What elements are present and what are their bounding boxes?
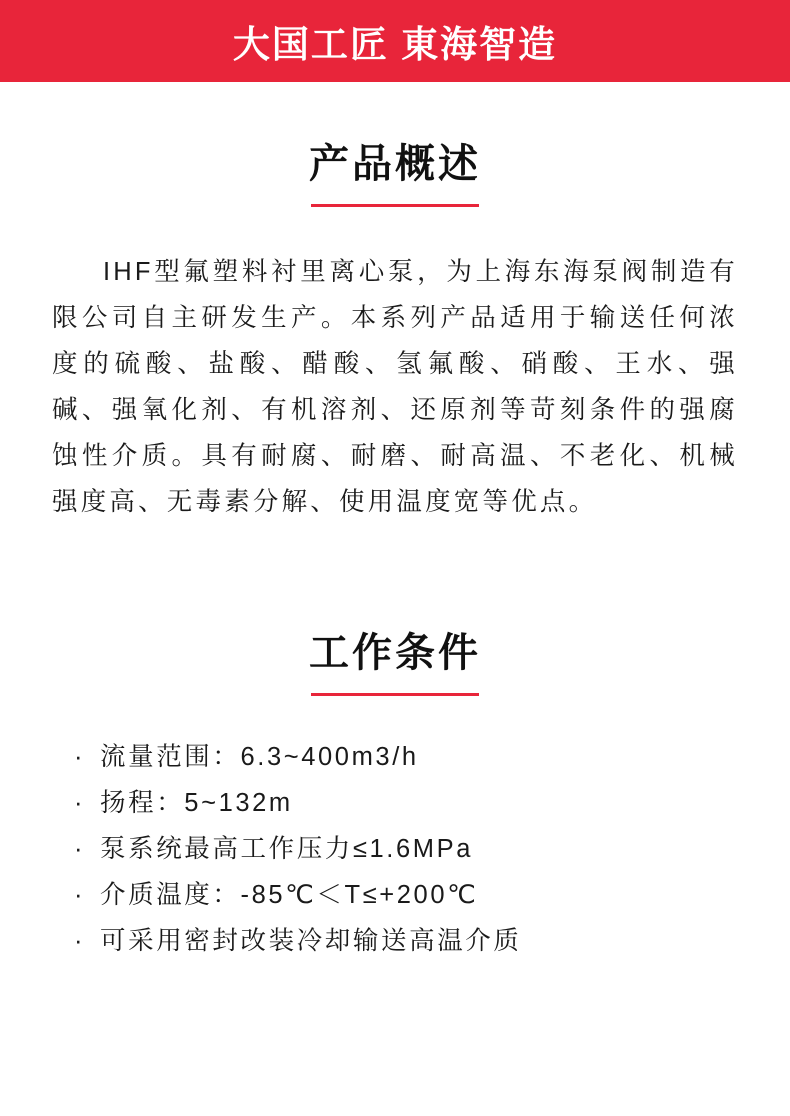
section-overview-header (42, 142, 748, 207)
section-product-overview (0, 142, 790, 525)
top-banner (0, 0, 790, 82)
list-item-label: 介质温度：-85℃＜T≤+200℃ (100, 881, 479, 909)
bullet-icon: · (74, 789, 86, 817)
list-item (72, 920, 748, 962)
bullet-icon: · (74, 927, 86, 955)
banner-title: 大国工匠 東海智造 (232, 24, 558, 65)
list-item (72, 874, 748, 916)
section-overview-title: 产品概述 (309, 142, 481, 186)
section-conditions-title: 工作条件 (309, 631, 481, 675)
section-overview-underline (311, 204, 479, 207)
bullet-icon: · (74, 743, 86, 771)
bullet-icon: · (74, 881, 86, 909)
section-overview-paragraph: IHF型氟塑料衬里离心泵，为上海东海泵阀制造有限公司自主研发生产。本系列产品适用于输送任何浓度的硫酸、盐酸、醋酸、氢氟酸、硝酸、王水、强碱、强氧化剂、有机溶剂、还原剂等苛刻条件的强腐蚀性介质。具有耐腐、耐磨、耐高温、不老化、机械强度高、无毒素分解、使用温度宽等优点。 (52, 258, 738, 516)
spec-list (42, 736, 748, 962)
list-item-label: 流量范围：6.3~400m3/h (100, 743, 419, 771)
list-item-label: 泵系统最高工作压力≤1.6MPa (100, 835, 473, 863)
list-item (72, 782, 748, 824)
section-spacer (0, 525, 790, 571)
section-conditions-underline (311, 693, 479, 696)
list-item (72, 736, 748, 778)
list-item-label: 可采用密封改装冷却输送高温介质 (100, 927, 522, 955)
section-working-conditions (0, 631, 790, 962)
list-item-label: 扬程：5~132m (100, 789, 293, 817)
list-item (72, 828, 748, 870)
bullet-icon: · (74, 835, 86, 863)
section-conditions-header (42, 631, 748, 696)
